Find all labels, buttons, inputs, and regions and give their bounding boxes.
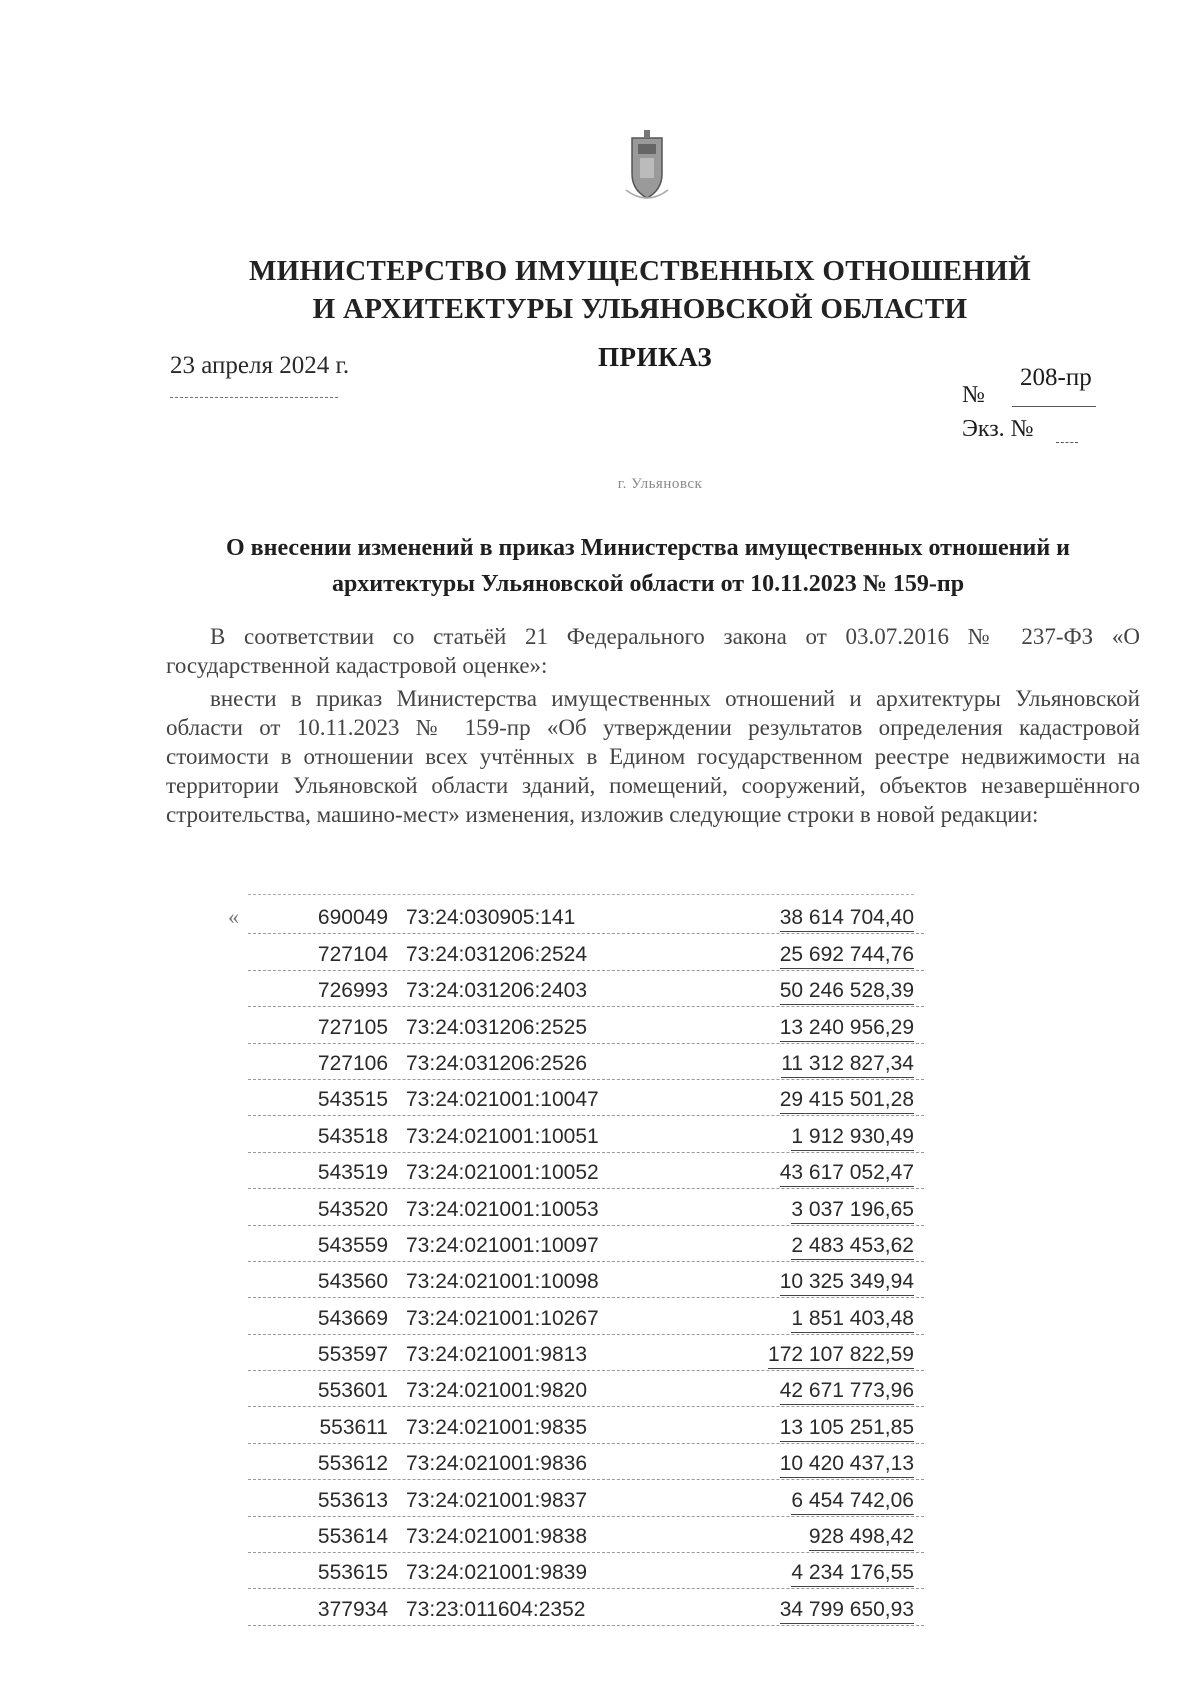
row-cadastral-number: 73:23:011604:2352 <box>406 1597 586 1621</box>
row-cadastral-value: 42 671 773,96 <box>779 1379 914 1403</box>
table-row <box>248 1007 924 1043</box>
order-subject <box>168 530 1128 602</box>
ministry-name-line1: МИНИСТЕРСТВО ИМУЩЕСТВЕННЫХ ОТНОШЕНИЙ <box>248 255 1031 287</box>
table-top-rule <box>248 894 914 895</box>
table-row <box>248 1226 924 1262</box>
row-object-id: 543519 <box>317 1161 388 1185</box>
coat-of-arms-emblem-icon <box>618 128 676 208</box>
row-cadastral-value: 10 420 437,13 <box>779 1452 914 1476</box>
row-object-id: 553615 <box>317 1561 388 1585</box>
cadastral-value-table <box>248 898 924 1626</box>
row-cadastral-number: 73:24:021001:9835 <box>406 1415 588 1439</box>
ministry-name <box>240 252 1040 328</box>
row-cadastral-value: 172 107 822,59 <box>768 1343 914 1367</box>
row-object-id: 543560 <box>317 1270 388 1294</box>
row-cadastral-value: 1 912 930,49 <box>791 1124 914 1148</box>
row-cadastral-number: 73:24:021001:10097 <box>406 1233 599 1257</box>
number-sign: № <box>962 382 985 408</box>
row-cadastral-number: 73:24:021001:9838 <box>406 1525 588 1549</box>
row-object-id: 727104 <box>317 942 388 966</box>
row-object-id: 553614 <box>317 1525 388 1549</box>
table-row <box>248 1553 924 1589</box>
row-object-id: 727105 <box>317 1015 388 1039</box>
row-cadastral-value: 50 246 528,39 <box>779 979 914 1003</box>
row-cadastral-number: 73:24:031206:2403 <box>406 979 588 1003</box>
row-cadastral-number: 73:24:021001:9837 <box>406 1488 588 1512</box>
row-cadastral-number: 73:24:021001:10098 <box>406 1270 599 1294</box>
row-cadastral-number: 73:24:021001:10051 <box>406 1124 599 1148</box>
row-cadastral-value: 2 483 453,62 <box>791 1233 914 1257</box>
order-subject-line2: архитектуры Ульяновской области от 10.11.2023 № 159-пр <box>331 571 965 597</box>
row-cadastral-number: 73:24:021001:9820 <box>406 1379 588 1403</box>
row-object-id: 377934 <box>317 1597 388 1621</box>
row-object-id: 690049 <box>317 906 388 930</box>
table-row <box>248 1480 924 1516</box>
row-object-id: 553612 <box>317 1452 388 1476</box>
body-paragraph-2: внести в приказ Министерства имущественных отношений и архитектуры Ульяновской области от 10.11.2023 № 159-пр «Об утверждении результатов определения кадастровой стоимости в отношении всех учтённых в Едином государственном реестре недвижимости на территории Ульяновской области зданий, помещений, сооружений, объектов незавершённого строительства, машино-мест» изменения, изложив следующие строки в новой редакции: <box>166 686 1140 827</box>
order-body <box>166 622 1140 829</box>
ministry-name-line2: И АРХИТЕКТУРЫ УЛЬЯНОВСКОЙ ОБЛАСТИ <box>312 293 968 325</box>
row-cadastral-value: 1 851 403,48 <box>791 1306 914 1330</box>
row-cadastral-number: 73:24:021001:10267 <box>406 1306 599 1330</box>
order-subject-line1: О внесении изменений в приказ Министерства имущественных отношений и <box>226 535 1070 561</box>
row-cadastral-number: 73:24:031206:2524 <box>406 942 588 966</box>
row-cadastral-value: 13 105 251,85 <box>779 1415 914 1439</box>
row-cadastral-value: 4 234 176,55 <box>791 1561 914 1585</box>
table-row <box>248 1371 924 1407</box>
row-cadastral-number: 73:24:021001:9836 <box>406 1452 588 1476</box>
row-object-id: 553613 <box>317 1488 388 1512</box>
table-row <box>248 1153 924 1189</box>
row-object-id: 543669 <box>317 1306 388 1330</box>
row-cadastral-number: 73:24:021001:9839 <box>406 1561 588 1585</box>
row-cadastral-value: 10 325 349,94 <box>779 1270 914 1294</box>
copy-number-label: Экз. № <box>962 416 1034 442</box>
table-row <box>248 1517 924 1553</box>
row-object-id: 543518 <box>317 1124 388 1148</box>
row-cadastral-value: 13 240 956,29 <box>779 1015 914 1039</box>
row-cadastral-value: 6 454 742,06 <box>791 1488 914 1512</box>
table-row <box>248 1080 924 1116</box>
table-row <box>248 1335 924 1371</box>
row-cadastral-value: 29 415 501,28 <box>779 1088 914 1112</box>
order-date: 23 апреля 2024 г. <box>170 352 350 379</box>
table-row <box>248 971 924 1007</box>
table-row <box>248 1589 924 1625</box>
row-object-id: 553601 <box>317 1379 388 1403</box>
row-cadastral-number: 73:24:021001:10053 <box>406 1197 599 1221</box>
row-object-id: 727106 <box>317 1051 388 1075</box>
body-paragraph-1: В соответствии со статьёй 21 Федерального закона от 03.07.2016 № 237-ФЗ «О государственной кадастровой оценке»: <box>166 624 1140 678</box>
copy-underline <box>1056 442 1078 443</box>
row-cadastral-number: 73:24:021001:10052 <box>406 1161 599 1185</box>
row-object-id: 553611 <box>319 1415 388 1439</box>
row-object-id: 553597 <box>317 1343 388 1367</box>
table-row <box>248 934 924 970</box>
row-cadastral-value: 34 799 650,93 <box>779 1597 914 1621</box>
row-cadastral-number: 73:24:030905:141 <box>406 906 576 930</box>
table-row <box>248 1116 924 1152</box>
date-underline <box>170 397 338 398</box>
city-name: г. Ульяновск <box>617 476 703 492</box>
row-object-id: 543515 <box>317 1088 388 1112</box>
row-cadastral-number: 73:24:031206:2526 <box>406 1051 588 1075</box>
table-row <box>248 1262 924 1298</box>
table-row <box>248 1189 924 1225</box>
order-title: ПРИКАЗ <box>598 342 713 372</box>
row-object-id: 543520 <box>317 1197 388 1221</box>
order-number: 208-пр <box>1020 364 1092 391</box>
number-underline <box>1012 406 1096 407</box>
row-object-id: 726993 <box>317 979 388 1003</box>
row-cadastral-value: 43 617 052,47 <box>779 1161 914 1185</box>
row-cadastral-value: 11 312 827,34 <box>781 1051 914 1075</box>
row-cadastral-value: 3 037 196,65 <box>791 1197 914 1221</box>
row-cadastral-number: 73:24:021001:9813 <box>406 1343 588 1367</box>
table-row <box>248 1298 924 1334</box>
open-quote: « <box>228 904 239 929</box>
table-row <box>248 1044 924 1080</box>
row-cadastral-value: 928 498,42 <box>808 1525 914 1549</box>
table-row <box>248 1444 924 1480</box>
row-cadastral-number: 73:24:021001:10047 <box>406 1088 599 1112</box>
table-row <box>248 1407 924 1443</box>
table-row <box>248 898 924 934</box>
row-cadastral-number: 73:24:031206:2525 <box>406 1015 588 1039</box>
row-object-id: 543559 <box>317 1233 388 1257</box>
row-cadastral-value: 25 692 744,76 <box>779 942 914 966</box>
row-cadastral-value: 38 614 704,40 <box>779 906 914 930</box>
